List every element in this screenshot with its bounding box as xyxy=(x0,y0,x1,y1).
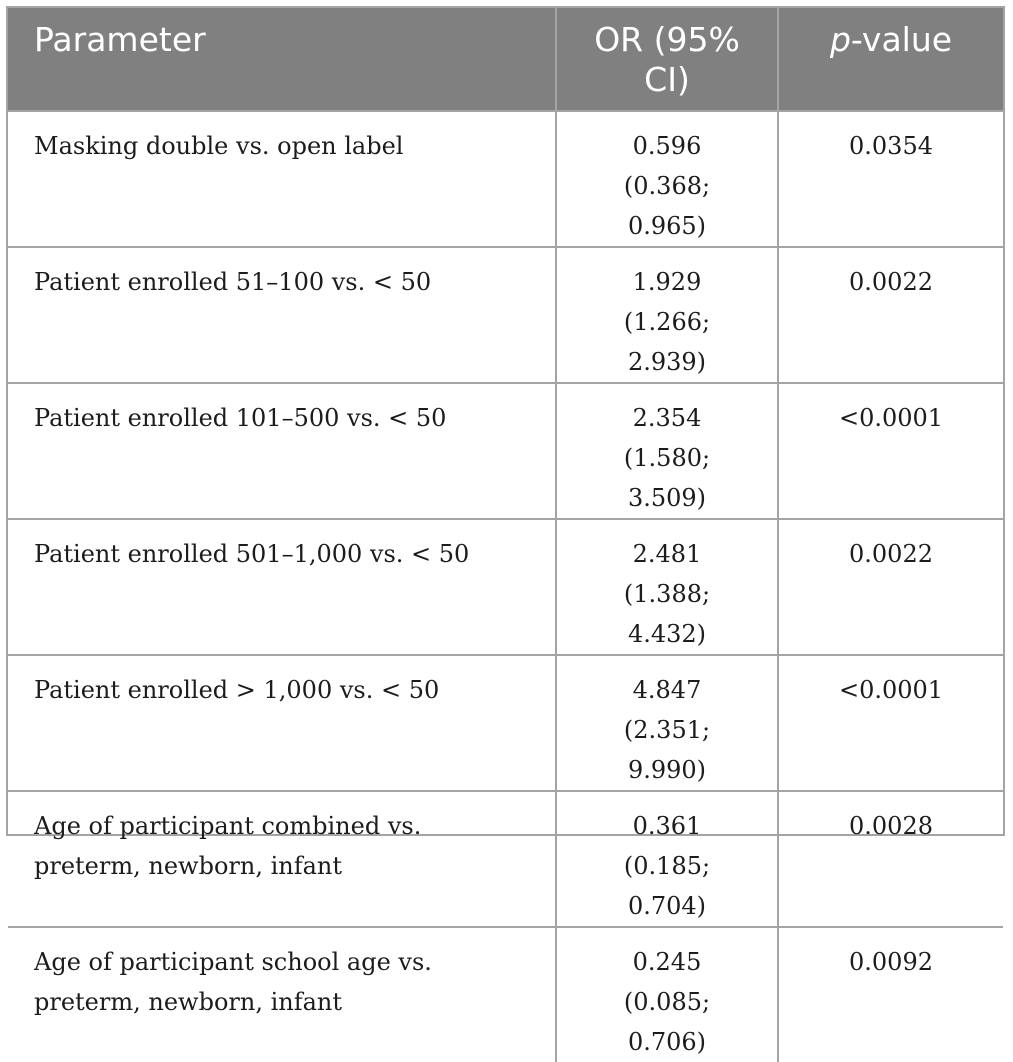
odds-ratio-cell: 4.847 (2.351; 9.990) xyxy=(556,655,778,791)
table-row xyxy=(8,247,1003,383)
odds-ratio-cell: 1.929 (1.266; 2.939) xyxy=(556,247,778,383)
p-value-cell: 0.0354 xyxy=(778,111,1003,247)
odds-ratio-cell: 2.481 (1.388; 4.432) xyxy=(556,519,778,655)
parameter-cell: Age of participant school age vs. preterm, newborn, infant xyxy=(8,927,556,1062)
table-row xyxy=(8,111,1003,247)
p-value-cell: 0.0092 xyxy=(778,927,1003,1062)
table-header-row xyxy=(8,8,1003,111)
odds-ratio-cell: 0.361 (0.185; 0.704) xyxy=(556,791,778,927)
odds-ratio-table xyxy=(8,8,1003,1062)
table-row xyxy=(8,791,1003,927)
odds-ratio-cell: 2.354 (1.580; 3.509) xyxy=(556,383,778,519)
header-p-value xyxy=(778,8,1003,111)
header-odds-ratio: OR (95% CI) xyxy=(556,8,778,111)
table-row xyxy=(8,383,1003,519)
odds-ratio-cell: 0.245 (0.085; 0.706) xyxy=(556,927,778,1062)
parameter-cell: Patient enrolled 501–1,000 vs. < 50 xyxy=(8,519,556,655)
table-row xyxy=(8,927,1003,1062)
header-p-value-suffix: -value xyxy=(850,20,953,59)
odds-ratio-cell: 0.596 (0.368; 0.965) xyxy=(556,111,778,247)
p-value-cell: <0.0001 xyxy=(778,383,1003,519)
parameter-cell: Age of participant combined vs. preterm, newborn, infant xyxy=(8,791,556,927)
header-parameter: Parameter xyxy=(8,8,556,111)
parameter-cell: Patient enrolled > 1,000 vs. < 50 xyxy=(8,655,556,791)
parameter-cell: Patient enrolled 101–500 vs. < 50 xyxy=(8,383,556,519)
header-p-value-italic: p xyxy=(829,20,851,59)
p-value-cell: <0.0001 xyxy=(778,655,1003,791)
p-value-cell: 0.0022 xyxy=(778,247,1003,383)
p-value-cell: 0.0022 xyxy=(778,519,1003,655)
odds-ratio-table-container xyxy=(6,6,1005,1056)
table-row xyxy=(8,519,1003,655)
p-value-cell: 0.0028 xyxy=(778,791,1003,927)
parameter-cell: Patient enrolled 51–100 vs. < 50 xyxy=(8,247,556,383)
table-row xyxy=(8,655,1003,791)
parameter-cell: Masking double vs. open label xyxy=(8,111,556,247)
